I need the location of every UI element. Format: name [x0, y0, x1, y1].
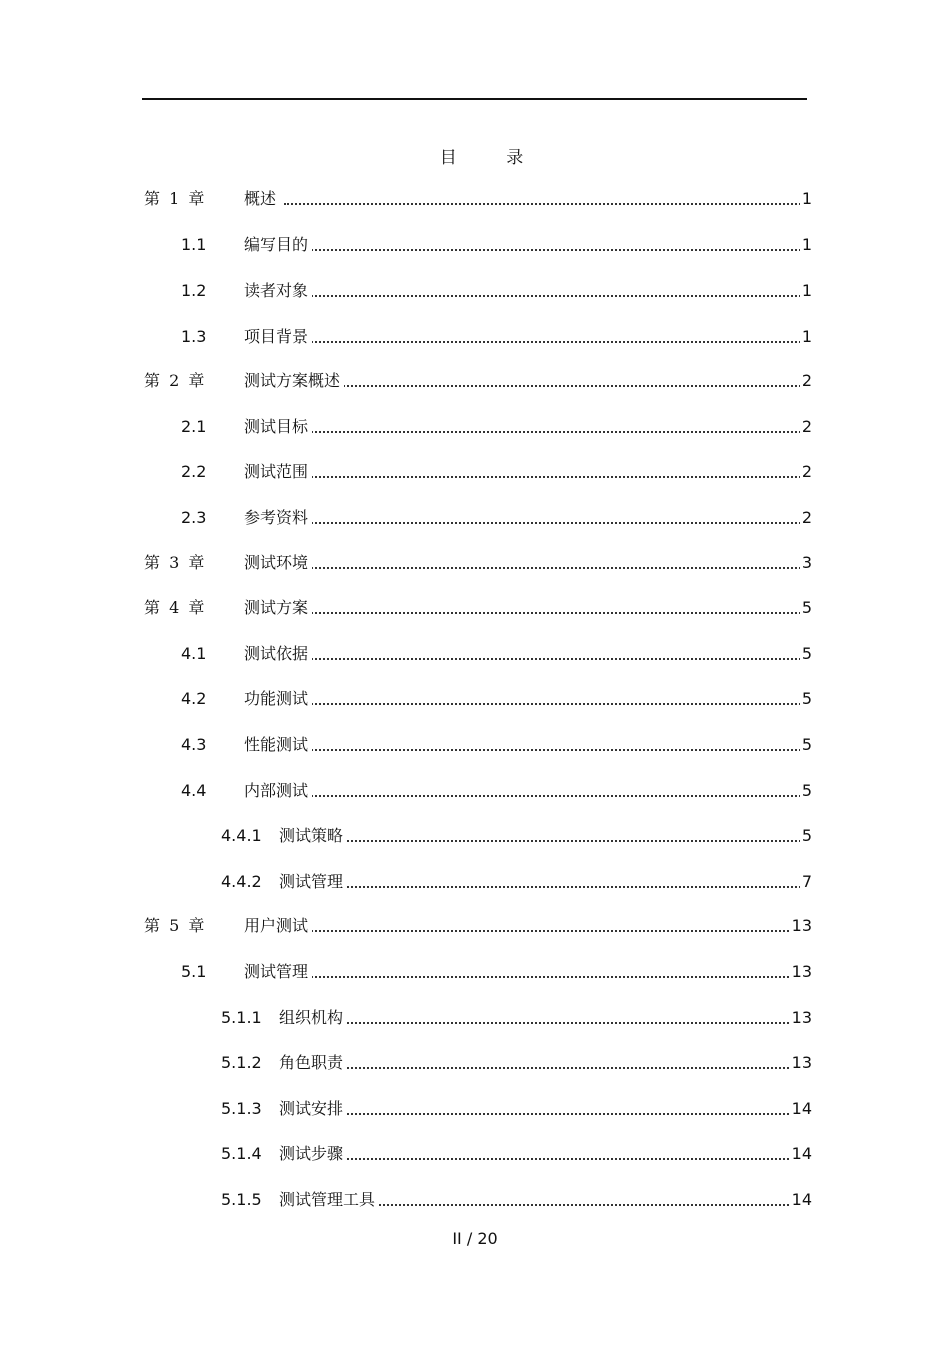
toc-title: 目 录: [439, 148, 546, 168]
toc-entry-page: 13: [791, 916, 812, 935]
toc-entry[interactable]: [0, 1188, 950, 1212]
toc-entry-title: 用户测试: [244, 916, 312, 936]
toc-entry-number: 1.3: [181, 327, 207, 346]
toc-entry-number: 1.2: [181, 281, 207, 300]
toc-entry-title: 测试范围: [244, 462, 312, 482]
toc-entry[interactable]: [0, 1142, 950, 1166]
toc-entry-page: 1: [801, 281, 812, 300]
toc-leader: [284, 976, 808, 978]
toc-leader: [284, 341, 808, 343]
toc-entry-page: 13: [791, 1053, 812, 1072]
toc-entry[interactable]: [0, 1006, 950, 1030]
toc-leader: [284, 476, 808, 478]
toc-leader: [284, 385, 808, 387]
toc-leader: [284, 795, 808, 797]
toc-entry-number: 2.2: [181, 462, 207, 481]
toc-entry[interactable]: [0, 779, 950, 803]
toc-entry-page: 2: [801, 417, 812, 436]
toc-entry-number: 5.1.4: [221, 1144, 262, 1163]
toc-entry-page: 2: [801, 371, 812, 390]
toc-entry-title: 组织机构: [279, 1008, 347, 1028]
toc-leader: [284, 203, 808, 205]
toc-leader: [284, 295, 808, 297]
toc-leader: [284, 658, 808, 660]
toc-entry[interactable]: [0, 233, 950, 257]
toc-leader: [320, 1022, 808, 1024]
toc-entry-number: 5.1.1: [221, 1008, 262, 1027]
toc-entry-number: 5.1.5: [221, 1190, 262, 1209]
toc-entry[interactable]: [0, 460, 950, 484]
toc-leader: [284, 749, 808, 751]
toc-leader: [284, 930, 808, 932]
toc-entry-page: 5: [801, 781, 812, 800]
toc-entry-title: 测试管理: [279, 872, 347, 892]
toc-entry-page: 13: [791, 1008, 812, 1027]
toc-entry[interactable]: [0, 642, 950, 666]
toc-entry[interactable]: [0, 551, 950, 575]
toc-entry-number: 4.4: [181, 781, 207, 800]
toc-entry-title: 测试步骤: [279, 1144, 347, 1164]
toc-entry-page: 14: [791, 1144, 812, 1163]
toc-entry-number: 第 2 章: [144, 371, 205, 390]
toc-entry-title: 测试管理: [244, 962, 312, 982]
toc-entry[interactable]: [0, 1051, 950, 1075]
toc-entry-number: 5.1.2: [221, 1053, 262, 1072]
toc-entry-title: 测试安排: [279, 1099, 347, 1119]
toc-entry-page: 1: [801, 327, 812, 346]
toc-entry-page: 7: [801, 872, 812, 891]
toc-entry[interactable]: [0, 369, 950, 393]
toc-entry-title: 测试目标: [244, 417, 312, 437]
toc-entry[interactable]: [0, 1097, 950, 1121]
toc-entry[interactable]: [0, 687, 950, 711]
toc-entry[interactable]: [0, 187, 950, 211]
toc-entry-title: 测试策略: [279, 826, 347, 846]
toc-entry-title: 参考资料: [244, 508, 312, 528]
toc-leader: [320, 1113, 808, 1115]
toc-entry-number: 2.1: [181, 417, 207, 436]
toc-entry-page: 5: [801, 735, 812, 754]
toc-entry-page: 5: [801, 826, 812, 845]
toc-entry-number: 第 4 章: [144, 598, 205, 617]
toc-entry-number: 5.1: [181, 962, 207, 981]
toc-entry-title: 项目背景: [244, 327, 312, 347]
toc-entry-page: 5: [801, 644, 812, 663]
toc-leader: [320, 886, 808, 888]
toc-leader: [284, 249, 808, 251]
toc-leader: [284, 612, 808, 614]
toc-entry-page: 5: [801, 598, 812, 617]
toc-entry-title: 测试依据: [244, 644, 312, 664]
page-number: II / 20: [452, 1229, 498, 1248]
toc-entry-title: 功能测试: [244, 689, 312, 709]
toc-entry-number: 第 3 章: [144, 553, 205, 572]
toc-entry-page: 14: [791, 1099, 812, 1118]
toc-entry-title: 测试方案概述: [244, 371, 344, 391]
toc-entry-title: 测试方案: [244, 598, 312, 618]
toc-entry-page: 1: [801, 235, 812, 254]
toc-entry-number: 2.3: [181, 508, 207, 527]
toc-leader: [320, 1158, 808, 1160]
toc-leader: [284, 703, 808, 705]
toc-entry-title: 概述: [244, 189, 280, 209]
toc-entry[interactable]: [0, 279, 950, 303]
toc-entry-number: 4.1: [181, 644, 207, 663]
toc-entry-page: 5: [801, 689, 812, 708]
toc-entry[interactable]: [0, 960, 950, 984]
toc-entry[interactable]: [0, 733, 950, 757]
toc-entry[interactable]: [0, 596, 950, 620]
toc-entry-page: 3: [801, 553, 812, 572]
toc-entry-number: 5.1.3: [221, 1099, 262, 1118]
toc-leader: [284, 567, 808, 569]
toc-entry-page: 1: [801, 189, 812, 208]
toc-entry-number: 4.4.2: [221, 872, 262, 891]
toc-entry-number: 4.2: [181, 689, 207, 708]
toc-entry-title: 测试管理工具: [279, 1190, 379, 1210]
toc-entry[interactable]: [0, 870, 950, 894]
toc-entry-title: 读者对象: [244, 281, 312, 301]
toc-entry[interactable]: [0, 415, 950, 439]
toc-entry-title: 角色职责: [279, 1053, 347, 1073]
toc-entry[interactable]: [0, 914, 950, 938]
toc-entry-page: 2: [801, 508, 812, 527]
toc-entry-title: 性能测试: [244, 735, 312, 755]
toc-entry-number: 1.1: [181, 235, 207, 254]
toc-entry-number: 第 1 章: [144, 189, 205, 208]
toc-leader: [284, 431, 808, 433]
toc-entry-page: 13: [791, 962, 812, 981]
toc-leader: [320, 1204, 808, 1206]
toc-entry[interactable]: [0, 824, 950, 848]
toc-entry-number: 4.4.1: [221, 826, 262, 845]
toc-leader: [320, 840, 808, 842]
toc-entry-title: 编写目的: [244, 235, 312, 255]
toc-leader: [320, 1067, 808, 1069]
toc-leader: [284, 522, 808, 524]
toc-entry-page: 2: [801, 462, 812, 481]
toc-entry[interactable]: [0, 506, 950, 530]
toc-entry-title: 内部测试: [244, 781, 312, 801]
toc-entry-page: 14: [791, 1190, 812, 1209]
toc-entry-number: 第 5 章: [144, 916, 205, 935]
toc-entry-title: 测试环境: [244, 553, 312, 573]
toc-entry[interactable]: [0, 325, 950, 349]
toc-entry-number: 4.3: [181, 735, 207, 754]
